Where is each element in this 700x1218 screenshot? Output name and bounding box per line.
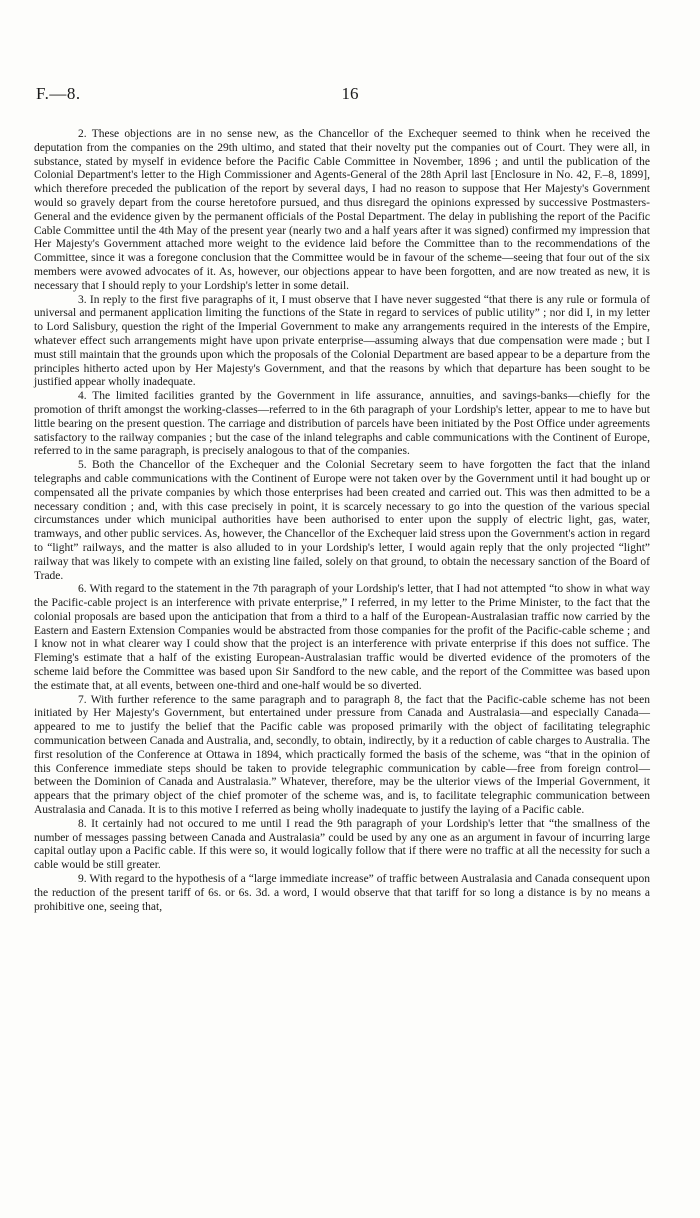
page-number: 16 xyxy=(341,84,359,103)
paragraph-6: 6. With regard to the statement in the 7th paragraph of your Lordship's letter, that I had not attempted “to show in what way the Pacific-cable project is an interference with private enterprise,” I referred, in my letter to the Prime Minister, to the fact that the colonial proposals are based upon the anticipation that from a third to a half of the European-Australasian traffic now carried by the Eastern and Eastern Extension Companies would be abstracted from those companies for the profit of the Pacific-cable scheme ; and I know not in what clearer way I could show that the project is an interference with private enterprise if this does not suffice. The Fleming's estimate that a half of the existing European-Australasian traffic would be diverted evidence of the promoters of the scheme laid before the Committee was based upon Sir Sandford to the new cable, and the report of the Committee was based upon the estimate that, at all events, between one-third and one-half would be so diverted. xyxy=(34,583,650,692)
page-header xyxy=(36,84,664,108)
paragraph-4: 4. The limited facilities granted by the Government in life assurance, annuities, and savings-banks—chiefly for the promotion of thrift amongst the working-classes—referred to in the 6th paragraph of your Lordship's letter, appear to me to have but little bearing on the present question. The carriage and distribution of parcels have been initiated by the Post Office under agreements satisfactory to the railway companies ; but the case of the inland telegraphs and cable communications with the Continent of Europe, referred to in the same paragraph, is precisely analogous to that of the companies. xyxy=(34,390,650,458)
paragraph-9: 9. With regard to the hypothesis of a “large immediate increase” of traffic between Australasia and Canada consequent upon the reduction of the present tariff of 6s. or 6s. 3d. a word, I would observe that that tariff for so long a distance is by no means a prohibitive one, seeing that, xyxy=(34,873,650,913)
paragraph-3: 3. In reply to the first five paragraphs of it, I must observe that I have never suggested “that there is any rule or formula of universal and permanent application limiting the functions of the State in regard to services of public utility” ; nor did I, in my letter to Lord Salisbury, question the right of the Imperial Government to make any arrangements required in the interests of the Empire, whatever effect such arrangements might have upon private enterprise—assuming always that due compensation were made ; but I must still maintain that the grounds upon which the proposals of the Colonial Department are based appear to be a departure from the principles hitherto acted upon by Her Majesty's Government, and that the reasons by which that departure has been sought to be justified appear wholly inadequate. xyxy=(34,293,650,389)
paragraph-2: 2. These objections are in no sense new, as the Chancellor of the Exchequer seemed to think when he received the deputation from the companies on the 29th ultimo, and stated that their novelty put the companies out of Court. They were all, in substance, stated by myself in evidence before the Pacific Cable Committee in November, 1896 ; and until the publication of the Colonial Department's letter to the High Commissioner and Agents-General of the 28th April last [Enclosure in No. 42, F.–8, 1899], which therefore preceded the publication of the report by several days, I had no reason to suppose that Her Majesty's Government would so gravely depart from the course heretofore pursued, and thus disregard the opinions expressed by successive Postmasters-General and the evidence given by the permanent officials of the Postal Department. The delay in publishing the report of the Pacific Cable Committee until the 4th May of the present year (nearly two and a half years after it was signed) confirmed my impression that Her Majesty's Government attached more weight to the evidence laid before the Committee than to the recommendations of the Committee, since it was a foregone conclusion that the Committee would be in favour of the scheme—seeing that four out of the six members were avowed advocates of it. As, however, our objections appear to have been forgotten, and are now treated as new, it is necessary that I should reply to your Lordship's letter in some detail. xyxy=(34,128,650,292)
paragraph-5: 5. Both the Chancellor of the Exchequer and the Colonial Secretary seem to have forgotten the fact that the inland telegraphs and cable communications with the Continent of Europe were not taken over by the Government until it had bought up or compensated all the private companies by which those enterprises had been created and carried out. This was then admitted to be a necessary condition ; and, with this case precisely in point, it is scarcely necessary to go into the question of the various special circumstances under which municipal authorities have been authorised to enter upon the supply of electric light, gas, water, tramways, and other public services. As, however, the Chancellor of the Exchequer laid stress upon the Government's action in regard to “light” railways, and the matter is also alluded to in your Lordship's letter, I would again reply that the only projected “light” railway that was likely to compete with an existing line failed, solely on that ground, to obtain the necessary sanction of the Board of Trade. xyxy=(34,459,650,582)
series-code: F.—8. xyxy=(36,84,81,103)
paragraph-8: 8. It certainly had not occured to me until I read the 9th paragraph of your Lordship's letter that “the smallness of the number of messages passing between Canada and Australasia” could be used by any one as an argument in favour of incurring large capital outlay upon a Pacific cable. If this were so, it would logically follow that if there were no traffic at all the necessity for such a cable would be still greater. xyxy=(34,817,650,872)
body-text xyxy=(34,128,650,914)
paragraph-7: 7. With further reference to the same paragraph and to paragraph 8, the fact that the Pacific-cable scheme has not been initiated by Her Majesty's Government, but entertained under pressure from Canada and Australasia—and especially Canada—appeared to me to justify the belief that the Pacific cable was proposed primarily with the object of facilitating telegraphic communication between Canada and Australia, and, secondly, to obtain, indirectly, by it a reduction of cable charges to Australia. The first resolution of the Conference at Ottawa in 1894, which practically formed the basis of the scheme, was “that in the opinion of this Conference immediate steps should be taken to provide telegraphic communication by cable—free from foreign control—between the Dominion of Canada and Australasia.” Whatever, therefore, may be the ulterior views of the Imperial Government, it appears that the primary object of the chief promoter of the scheme was, and is, to facilitate telegraphic communication between Australasia and Canada. It is to this motive I referred as being wholly inadequate to justify the laying of a Pacific cable. xyxy=(34,693,650,817)
